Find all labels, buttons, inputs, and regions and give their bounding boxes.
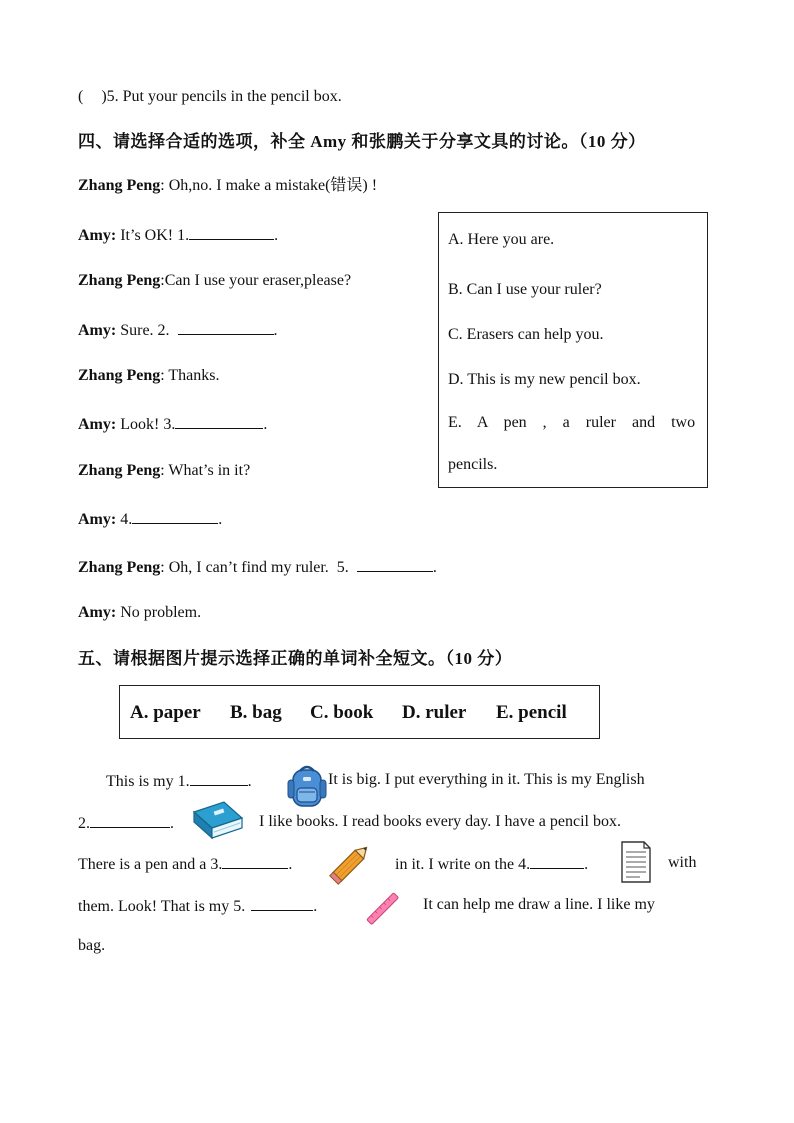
dialogue-line-7 <box>78 461 250 481</box>
dialogue-line-6 <box>78 413 267 433</box>
answer-paren-open: ( <box>78 88 84 105</box>
passage-text: . <box>170 815 174 832</box>
passage-blank-1[interactable] <box>190 770 248 786</box>
passage-line-2b: I like books. I read books every day. I have a pencil box. <box>259 813 621 830</box>
passage-line-3c: with <box>668 854 697 871</box>
passage-blank-3[interactable] <box>222 853 288 869</box>
dialogue-text: 4. <box>116 511 133 528</box>
speaker-name: Zhang Peng <box>78 367 161 384</box>
dialogue-text: Look! 3. <box>116 416 176 433</box>
passage-text: 2. <box>78 815 90 832</box>
blank-tail: . <box>273 322 278 339</box>
option-e-line2: pencils. <box>448 456 498 473</box>
passage-blank-5[interactable] <box>251 895 313 911</box>
dialogue-line-5 <box>78 366 220 386</box>
word-option-d: D. ruler <box>402 702 467 723</box>
dialogue-line-1 <box>78 176 377 196</box>
book-icon <box>190 798 246 847</box>
dialogue-line-4 <box>78 319 278 339</box>
dialogue-text: : Thanks. <box>160 367 220 384</box>
question-5-line <box>78 87 342 107</box>
dialogue-text: : What’s in it? <box>160 462 251 479</box>
answer-blank-3[interactable] <box>175 413 263 429</box>
passage-text: There is a pen and a 3. <box>78 856 223 873</box>
speaker-name: Zhang Peng <box>78 272 161 289</box>
passage-line-4a <box>78 895 317 915</box>
option-b: B. Can I use your ruler? <box>448 281 602 298</box>
passage-text: . <box>313 898 318 915</box>
dialogue-text: : Oh,no. I make a mistake(错误) ! <box>160 177 378 194</box>
dialogue-line-3 <box>78 271 351 291</box>
option-a: A. Here you are. <box>448 231 555 248</box>
dialogue-text: :Can I use your eraser,please? <box>160 272 352 289</box>
speaker-name: Amy: <box>78 511 117 528</box>
passage-line-3b <box>395 853 588 873</box>
dialogue-text: Sure. 2. <box>116 322 178 339</box>
passage-blank-2[interactable] <box>90 812 170 828</box>
blank-tail: . <box>274 227 279 244</box>
speaker-name: Amy: <box>78 227 117 244</box>
blank-tail: . <box>218 511 223 528</box>
passage-line-2a <box>78 812 174 832</box>
passage-line-1a <box>106 770 252 790</box>
dialogue-text: : Oh, I can’t find my ruler. 5. <box>160 559 357 576</box>
word-option-e: E. pencil <box>496 702 567 723</box>
dialogue-line-2 <box>78 224 278 244</box>
passage-text: . <box>247 773 252 790</box>
speaker-name: Zhang Peng <box>78 559 161 576</box>
word-option-a: A. paper <box>130 702 201 723</box>
dialogue-text: No problem. <box>116 604 202 621</box>
word-option-c: C. book <box>310 702 374 723</box>
speaker-name: Amy: <box>78 416 117 433</box>
word-bank-box <box>119 685 600 739</box>
speaker-name: Amy: <box>78 604 117 621</box>
option-e-line1: E. A pen , a ruler and two <box>448 414 696 431</box>
pencil-icon <box>327 840 375 891</box>
passage-text: This is my 1. <box>106 773 190 790</box>
blank-tail: . <box>432 559 437 576</box>
blank-tail: . <box>263 416 268 433</box>
passage-line-4b: It can help me draw a line. I like my <box>423 896 655 913</box>
answer-blank-5[interactable] <box>357 556 433 572</box>
options-box <box>438 212 708 488</box>
dialogue-line-10 <box>78 603 201 623</box>
passage-text: in it. I write on the 4. <box>395 856 531 873</box>
speaker-name: Amy: <box>78 322 117 339</box>
passage-text: . <box>288 856 293 873</box>
answer-blank-2[interactable] <box>178 319 274 335</box>
passage-line-3a <box>78 853 292 873</box>
passage-blank-4[interactable] <box>530 853 584 869</box>
dialogue-text: It’s OK! 1. <box>116 227 190 244</box>
answer-blank-4[interactable] <box>132 508 218 524</box>
speaker-name: Zhang Peng <box>78 177 161 194</box>
passage-text: . <box>584 856 589 873</box>
word-option-b: B. bag <box>230 702 282 723</box>
backpack-icon <box>284 762 330 813</box>
section-4-heading: 四、请选择合适的选项，补全 Amy 和张鹏关于分享文具的讨论。（10 分） <box>78 132 646 151</box>
question-5-text: )5. Put your pencils in the pencil box. <box>101 88 342 105</box>
dialogue-line-8 <box>78 508 222 528</box>
passage-line-5: bag. <box>78 937 106 954</box>
option-d: D. This is my new pencil box. <box>448 371 641 388</box>
option-c: C. Erasers can help you. <box>448 326 604 343</box>
passage-text: them. Look! That is my 5. <box>78 898 246 915</box>
answer-blank-1[interactable] <box>189 224 274 240</box>
ruler-icon <box>364 890 402 933</box>
speaker-name: Zhang Peng <box>78 462 161 479</box>
dialogue-line-9 <box>78 556 437 576</box>
section-5-heading: 五、请根据图片提示选择正确的单词补全短文。（10 分） <box>78 649 513 668</box>
passage-line-1b: It is big. I put everything in it. This is my English <box>328 771 645 788</box>
paper-icon <box>620 840 652 889</box>
